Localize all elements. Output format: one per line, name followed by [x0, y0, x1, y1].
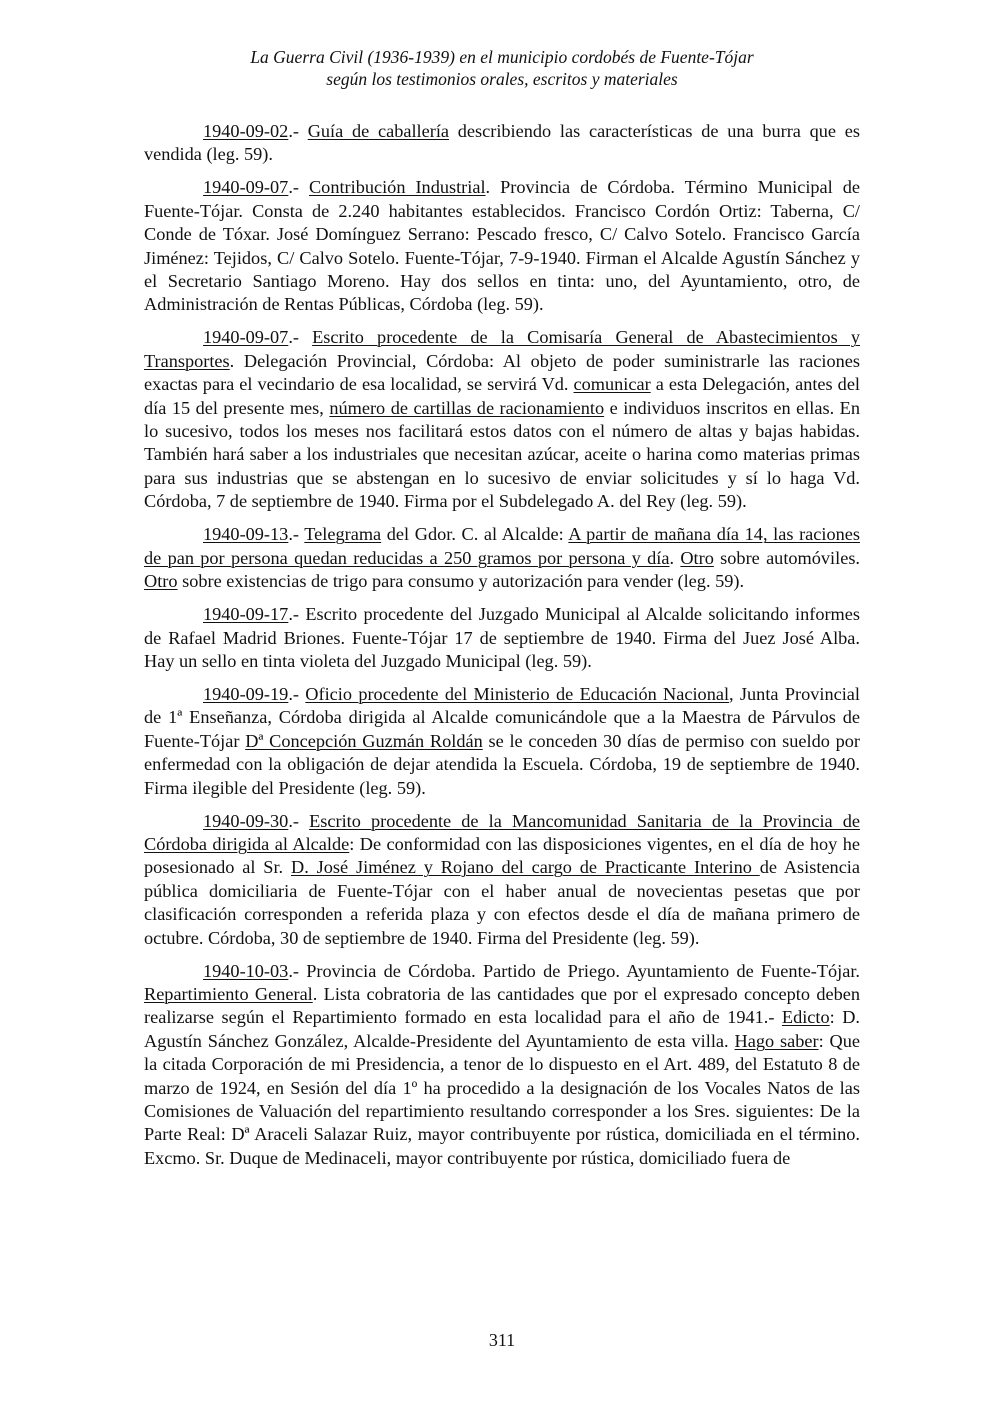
entry-text: : De conformidad con las disposiciones vigentes, en el día de hoy he posesionado al Sr.: [144, 833, 860, 878]
underlined-text: Escrito procedente de la Mancomunidad Sanitaria de la Provincia de Córdoba dirigida al Alcalde: [144, 810, 861, 854]
entry-text: se le conceden 30 días de permiso con sueldo por enfermedad con la obligación de dejar atendida la Escuela. Córdoba, 19 de septiembre de 1940. Firma ilegible del Presidente (leg. 59).: [144, 730, 860, 798]
underlined-text: Dª Concepción Guzmán Roldán: [245, 730, 483, 751]
underlined-text: número de cartillas de racionamiento: [329, 397, 605, 418]
entry-text: e individuos inscritos en ellas. En lo sucesivo, todos los meses nos facilitará estos datos con el número de altas y bajas habidas. También hará saber a los industriales que necesitan azúcar, aceite o harina como materias primas para sus industrias que se abstengan en lo sucesivo de enviar solicitudes y sí lo haga Vd. Córdoba, 7 de septiembre de 1940. Firma por el Subdelegado A. del Rey (leg. 59).: [144, 397, 860, 512]
header-subtitle-line: según los testimonios orales, escritos y materiales: [326, 69, 678, 89]
entry-text: sobre automóviles.: [713, 547, 861, 568]
entry-text: : D. Agustín Sánchez González, Alcalde-Presidente del Ayuntamiento de esta villa.: [144, 1007, 860, 1051]
underlined-text: 1940-10-03: [203, 960, 289, 981]
entry-1940-09-30: [144, 810, 860, 950]
underlined-text: 1940-09-17: [203, 604, 289, 625]
entry-text: : Que la citada Corporación de mi Presidencia, a tenor de lo dispuesto en el Art. 489, del Estatuto 8 de marzo de 1924, en Sesión del día 1º ha procedido a la designación de los Vocales Natos de las Comisiones de Valuación del repartimiento resultando corresponder a los Sres. siguientes: De la Parte Real: Dª Araceli Salazar Ruiz, mayor contribuyente por rústica, domiciliada en el término. Excmo. Sr. Duque de Medinaceli, mayor contribuyente por rústica, domiciliado fuera de: [144, 1030, 861, 1168]
underlined-text: Guía de caballería: [307, 121, 450, 141]
underlined-text: 1940-09-19: [203, 683, 289, 704]
underlined-text: 1940-09-30: [203, 810, 289, 831]
entry-text: .-: [288, 810, 310, 831]
entry-text: . Lista cobratoria de las cantidades que por el expresado concepto deben realizarse según el Repartimiento formado en esta localidad para el año de 1941.-: [144, 983, 860, 1028]
entry-text: sobre existencias de trigo para consumo y autorización para vender (leg. 59).: [177, 571, 745, 592]
body-text: [144, 120, 860, 1180]
underlined-text: 1940-09-07: [203, 327, 289, 348]
entry-text: , Junta Provincial de 1ª Enseñanza, Córdoba dirigida al Alcalde comunicándole que a la Maestra de Párvulos de Fuente-Tójar: [144, 683, 860, 751]
underlined-text: D. José Jiménez y Rojano del cargo de Practicante Interino: [291, 857, 760, 878]
entry-text: .-: [288, 683, 306, 704]
header-title-line: La Guerra Civil (1936-1939) en el municipio cordobés de Fuente-Tójar: [250, 47, 754, 67]
underlined-text: Contribución Industrial: [308, 177, 486, 198]
underlined-text: A partir de mañana día 14, las raciones de pan por persona quedan reducidas a 250 gramos por persona y día: [144, 524, 860, 568]
entry-text: de Asistencia pública domiciliaria de Fuente-Tójar con el haber anual de novecientas pesetas que por clasificación corresponden a referida plaza y con efectos desde el día de mañana primero de octubre. Córdoba, 30 de septiembre de 1940. Firma del Presidente (leg. 59).: [144, 857, 861, 948]
entry-text: .- Provincia de Córdoba. Partido de Priego. Ayuntamiento de Fuente-Tójar.: [288, 960, 860, 981]
entry-text: . Provincia de Córdoba. Término Municipal de Fuente-Tójar. Consta de 2.240 habitantes establecidos. Francisco Cordón Ortiz: Taberna, C/ Conde de Tóxar. José Domínguez Serrano: Pescado fresco, C/ Calvo Sotelo. Francisco García Jiménez: Tejidos, C/ Calvo Sotelo. Fuente-Tójar, 7-9-1940. Firman el Alcalde Agustín Sánchez y el Secretario Santiago Moreno. Hay dos sellos en tinta: uno, del Ayuntamiento, otro, de Administración de Rentas Públicas, Córdoba (leg. 59).: [144, 177, 860, 315]
entry-text: .: [669, 547, 681, 568]
underlined-text: Otro: [680, 547, 714, 568]
underlined-text: 1940-09-13: [203, 524, 289, 545]
entry-text: describiendo las características de una burra que es vendida (leg. 59).: [144, 121, 861, 165]
underlined-text: Escrito procedente de la Comisaría General de Abastecimientos y Transportes: [144, 327, 860, 371]
underlined-text: Telegrama: [304, 524, 382, 545]
underlined-text: Hago saber: [734, 1030, 819, 1051]
entry-text: .-: [288, 524, 305, 545]
underlined-text: Oficio procedente del Ministerio de Educación Nacional: [305, 683, 730, 704]
underlined-text: comunicar: [573, 374, 651, 395]
entry-1940-09-19: [144, 683, 860, 800]
entry-text: .-: [288, 121, 308, 141]
entry-text: .-: [288, 327, 313, 348]
entry-1940-09-07-comisaria: [144, 326, 860, 513]
entry-1940-09-07-contribucion: [144, 176, 860, 316]
underlined-text: Otro: [144, 571, 178, 592]
underlined-text: Edicto: [781, 1007, 830, 1028]
entry-1940-09-13: [144, 523, 860, 593]
entry-text: .- Escrito procedente del Juzgado Municipal al Alcalde solicitando informes de Rafael Madrid Briones. Fuente-Tójar 17 de septiembre de 1940. Firma del Juez José Alba. Hay un sello en tinta violeta del Juzgado Municipal (leg. 59).: [144, 604, 860, 671]
underlined-text: 1940-09-07: [203, 177, 289, 198]
underlined-text: Repartimiento General: [144, 983, 313, 1004]
entry-text: a esta Delegación, antes del día 15 del presente mes,: [144, 374, 861, 418]
running-header: [0, 46, 1004, 90]
entry-text: del Gdor. C. al Alcalde:: [381, 524, 569, 545]
entry-text: . Delegación Provincial, Córdoba: Al objeto de poder suministrarle las raciones exactas para el vecindario de esa localidad, se servirá Vd.: [144, 350, 860, 395]
underlined-text: 1940-09-02: [203, 121, 289, 141]
page-number: 311: [488, 1330, 516, 1350]
entry-text: .-: [288, 177, 309, 198]
entry-1940-09-02: [144, 120, 860, 167]
entry-1940-09-17: [144, 603, 860, 673]
entry-1940-10-03: [144, 960, 860, 1171]
